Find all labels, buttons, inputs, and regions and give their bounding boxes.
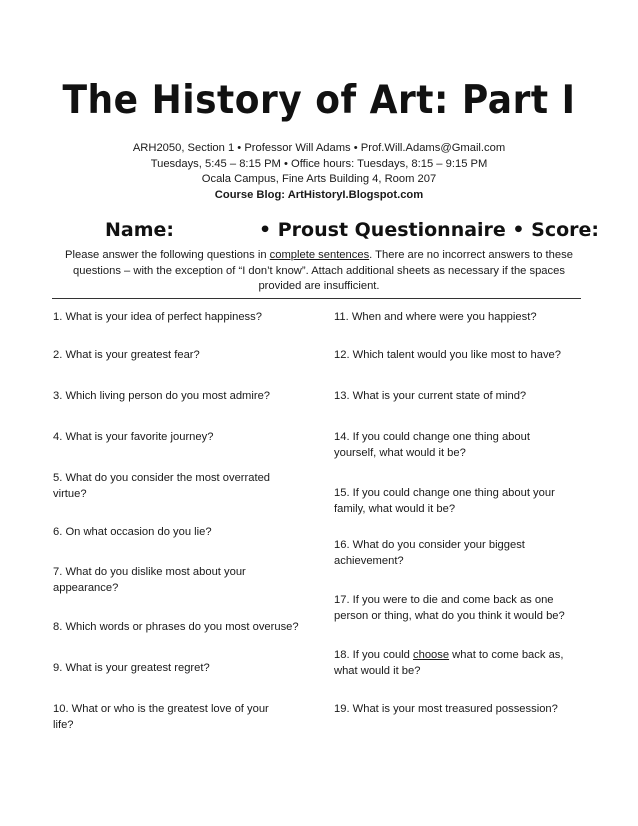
question-text: 7. What do you dislike most about your (53, 566, 246, 578)
course-line-schedule: Tuesdays, 5:45 – 8:15 PM • Office hours: Tuesdays, 8:15 – 9:15 PM (150, 157, 488, 170)
page-title: The History of Art: Part I (62, 77, 576, 124)
question-text: 2. What is your greatest fear? (53, 349, 200, 361)
question-9 (53, 661, 210, 677)
instructions-line-3: provided are insufficient. (258, 280, 380, 292)
question-8 (53, 620, 299, 636)
instructions-line-1 (60, 248, 578, 264)
question-2 (53, 348, 200, 364)
question-text: 12. Which talent would you like most to have? (334, 349, 561, 361)
question-text-cont: what would it be? (334, 664, 421, 677)
question-6 (53, 525, 212, 541)
question-text (334, 648, 564, 664)
course-blog: Course Blog: ArtHistoryI.Blogspot.com (214, 188, 424, 201)
question-text-cont: person or thing, what do you think it would be? (334, 609, 565, 622)
question-text-cont: appearance? (53, 581, 119, 594)
question-text: 14. If you could change one thing about (334, 431, 530, 443)
question-13 (334, 389, 526, 405)
question-18 (334, 648, 564, 679)
question-10 (53, 702, 269, 733)
question-7 (53, 565, 246, 596)
question-19 (334, 702, 558, 718)
question-emphasis: choose (413, 649, 450, 661)
question-text: 5. What do you consider the most overrated (53, 472, 271, 484)
instructions-line-2: questions – with the exception of “I don’t know”. Attach additional sheets as necessary if the spaces (73, 264, 565, 277)
question-text: 11. When and where were you happiest? (334, 311, 537, 323)
instructions-emphasis: complete sentences (269, 249, 370, 261)
question-text: 16. What do you consider your biggest (334, 539, 525, 551)
question-11 (334, 310, 537, 326)
question-text-cont: family, what would it be? (334, 502, 456, 515)
question-text: 13. What is your current state of mind? (334, 390, 527, 402)
question-text: 1. What is your idea of perfect happiness? (53, 311, 262, 323)
question-3 (53, 389, 270, 405)
question-text-a: 18. If you could (334, 649, 413, 661)
question-text-cont: virtue? (53, 487, 87, 500)
question-text: 3. Which living person do you most admire? (53, 390, 271, 402)
instructions-text-a: Please answer the following questions in (65, 249, 270, 261)
course-info (0, 141, 638, 203)
instructions-text-b: . There are no incorrect answers to these (369, 249, 573, 261)
question-15 (334, 486, 555, 517)
question-text: 10. What or who is the greatest love of your (53, 703, 269, 715)
question-text-cont: achievement? (334, 554, 404, 567)
question-4 (53, 430, 213, 446)
course-line-section: ARH2050, Section 1 • Professor Will Adams • Prof.Will.Adams@Gmail.com (132, 142, 506, 154)
question-5 (53, 471, 270, 502)
course-line-location: Ocala Campus, Fine Arts Building 4, Room 207 (201, 173, 437, 185)
question-text: 15. If you could change one thing about your (334, 487, 555, 499)
question-text: 9. What is your greatest regret? (53, 662, 210, 674)
question-text-b: what to come back as, (449, 649, 564, 661)
instructions (60, 248, 578, 295)
question-text: 17. If you were to die and come back as one (334, 594, 554, 606)
question-12 (334, 348, 561, 364)
question-17 (334, 593, 565, 624)
question-14 (334, 430, 530, 461)
name-label: Name: (105, 219, 175, 241)
question-text-cont: life? (53, 718, 74, 731)
question-16 (334, 538, 525, 569)
question-text: 6. On what occasion do you lie? (53, 526, 212, 538)
question-text: 8. Which words or phrases do you most overuse? (53, 621, 299, 633)
divider (52, 298, 581, 299)
banner-title: • Proust Questionnaire • Score: (259, 219, 600, 241)
question-text: 4. What is your favorite journey? (53, 431, 214, 443)
question-text-cont: yourself, what would it be? (334, 446, 466, 459)
question-text: 19. What is your most treasured possession? (334, 703, 558, 715)
questionnaire-banner (0, 219, 638, 247)
question-1 (53, 310, 262, 326)
